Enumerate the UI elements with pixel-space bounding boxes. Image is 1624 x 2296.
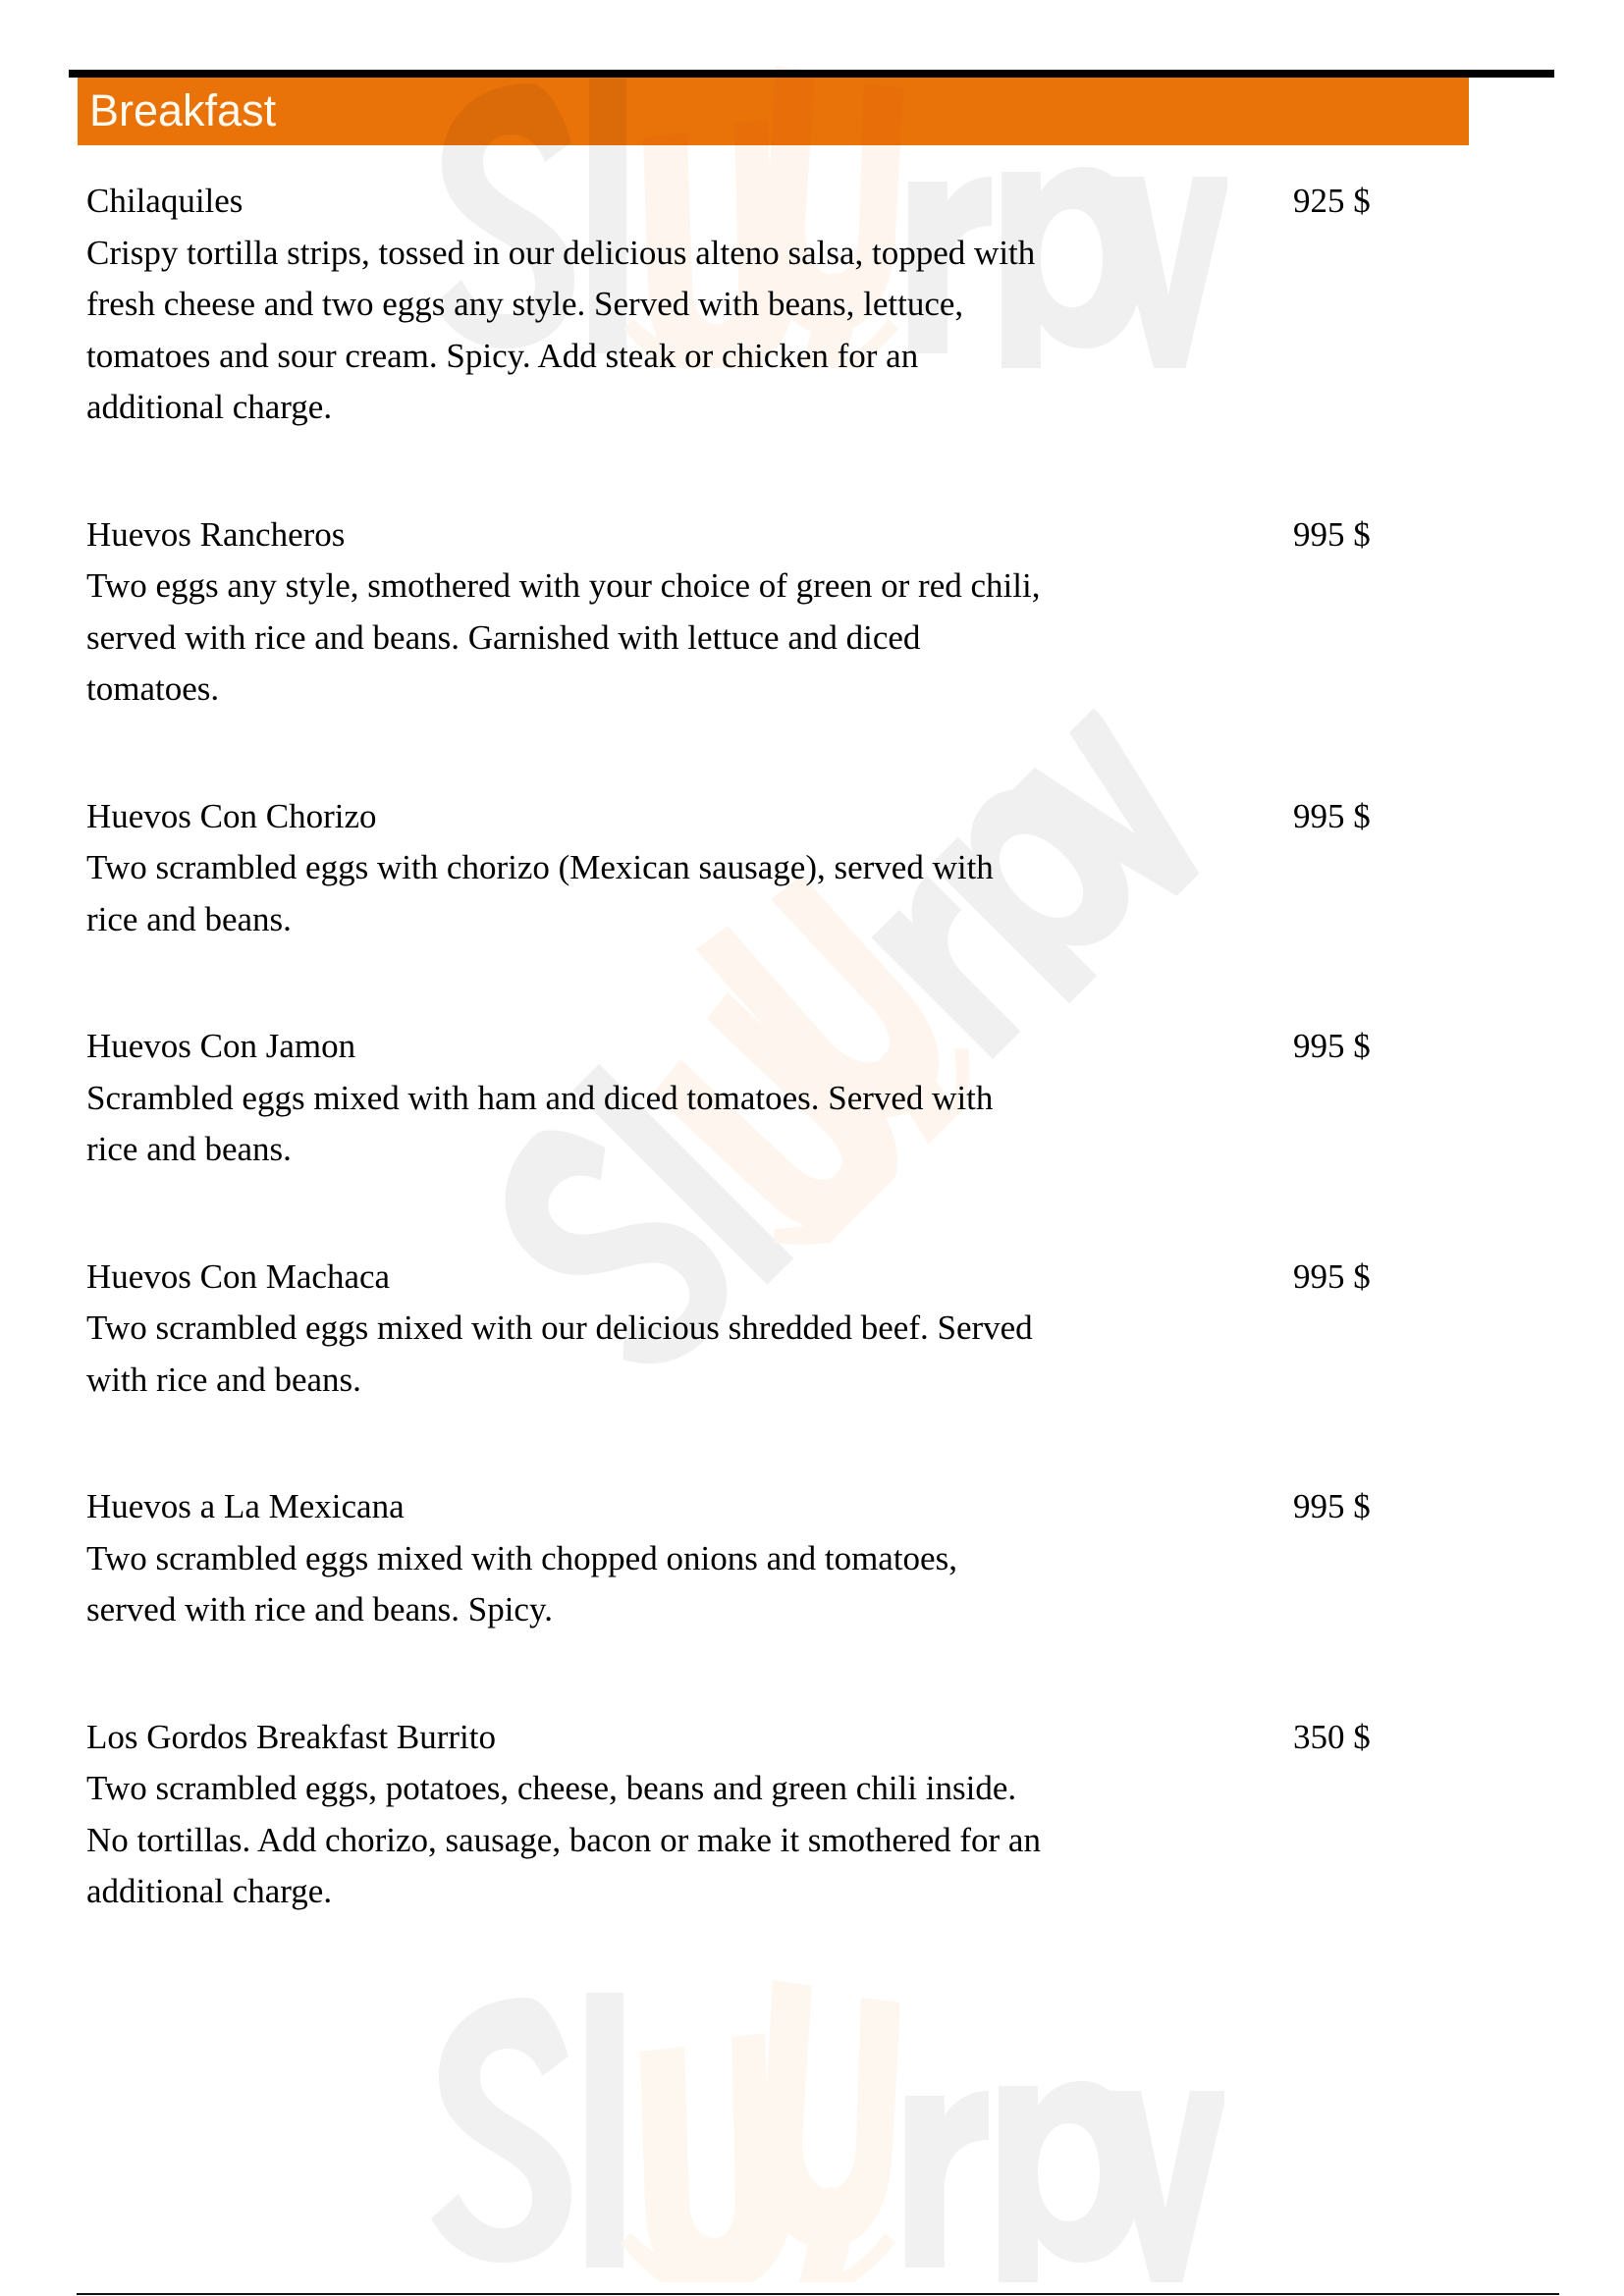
item-description-line: Two scrambled eggs mixed with chopped onions and tomatoes, — [86, 1538, 957, 1577]
item-price: 995 $ — [1293, 1256, 1371, 1296]
section-header — [78, 78, 1469, 145]
bottom-rule — [77, 2293, 1559, 2295]
item-description-line: Two scrambled eggs mixed with our delicious shredded beef. Served — [86, 1308, 1033, 1347]
item-description-line: tomatoes. — [86, 669, 220, 708]
item-description-line: Scrambled eggs mixed with ham and diced tomatoes. Served with — [86, 1078, 994, 1117]
item-name: Chilaquiles — [86, 182, 244, 220]
item-price: 925 $ — [1293, 182, 1371, 220]
item-price: 350 $ — [1293, 1717, 1371, 1756]
menu-item — [86, 509, 1481, 716]
menu-item — [86, 791, 1481, 946]
item-description-line: served with rice and beans. Garnished with lettuce and diced — [86, 617, 921, 657]
item-name: Huevos Con Machaca — [86, 1256, 391, 1296]
sluurpy-watermark-logo-icon — [409, 1968, 1224, 2282]
item-price: 995 $ — [1293, 1027, 1371, 1065]
section-title: Breakfast — [89, 85, 277, 135]
menu-item — [86, 176, 1481, 434]
item-description-line: with rice and beans. — [86, 1360, 361, 1399]
menu-item — [86, 1481, 1481, 1636]
item-name: Huevos Rancheros — [86, 514, 346, 554]
item-name: Los Gordos Breakfast Burrito — [86, 1717, 497, 1756]
item-description-line: fresh cheese and two eggs any style. Served with beans, lettuce, — [86, 285, 964, 323]
item-name: Huevos Con Jamon — [86, 1027, 356, 1065]
item-description-line: additional charge. — [86, 388, 333, 426]
item-description-line: Two scrambled eggs, potatoes, cheese, beans and green chili inside. — [86, 1769, 1017, 1807]
item-price: 995 $ — [1293, 1487, 1371, 1525]
item-description-line: No tortillas. Add chorizo, sausage, bacon or make it smothered for an — [86, 1820, 1041, 1859]
item-name: Huevos a La Mexicana — [86, 1487, 405, 1525]
item-description-line: tomatoes and sour cream. Spicy. Add steak or chicken for an — [86, 336, 919, 375]
item-price: 995 $ — [1293, 514, 1371, 554]
menu-item — [86, 1252, 1481, 1407]
item-description-line: additional charge. — [86, 1872, 333, 1910]
item-description-line: Two scrambled eggs with chorizo (Mexican sausage), served with — [86, 848, 994, 886]
item-description-line: served with rice and beans. Spicy. — [86, 1590, 553, 1629]
menu-list — [86, 176, 1481, 1994]
menu-item — [86, 1712, 1481, 1918]
item-description-line: rice and beans. — [86, 899, 292, 938]
item-description-line: Crispy tortilla strips, tossed in our delicious alteno salsa, topped with — [86, 233, 1036, 272]
item-description-line: rice and beans. — [86, 1130, 292, 1168]
menu-item — [86, 1021, 1481, 1176]
top-rule — [69, 70, 1554, 78]
item-price: 995 $ — [1293, 796, 1371, 835]
item-name: Huevos Con Chorizo — [86, 796, 377, 835]
item-description-line: Two eggs any style, smothered with your choice of green or red chili, — [86, 566, 1041, 605]
